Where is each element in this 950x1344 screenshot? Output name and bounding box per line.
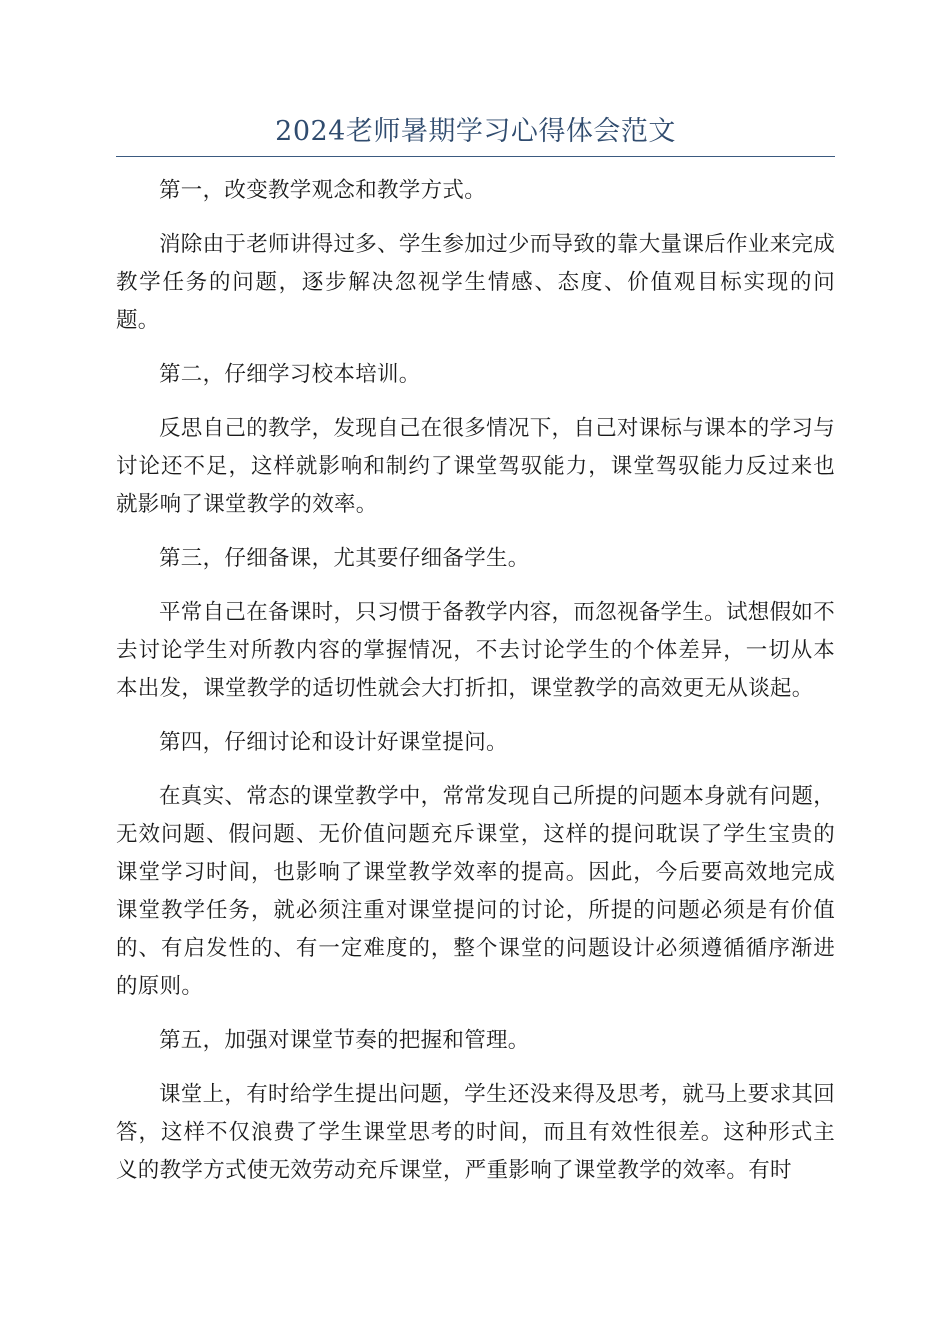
document-title: 2024老师暑期学习心得体会范文 xyxy=(275,116,676,147)
section-heading-2: 第二，仔细学习校本培训。 xyxy=(159,362,421,387)
section-heading-4: 第四，仔细讨论和设计好课堂提问。 xyxy=(159,730,508,755)
document-body xyxy=(116,172,835,1206)
paragraph-5: 课堂上，有时给学生提出问题，学生还没来得及思考，就马上要求其回答，这样不仅浪费了学生课堂思考的时间，而且有效性很差。这种形式主义的教学方式使无效劳动充斥课堂，严重影响了课堂教学的效率。有时 xyxy=(116,1082,835,1183)
paragraph-4: 在真实、常态的课堂教学中，常常发现自己所提的问题本身就有问题，无效问题、假问题、无价值问题充斥课堂，这样的提问耽误了学生宝贵的课堂学习时间，也影响了课堂教学效率的提高。因此，今后要高效地完成课堂教学任务，就必须注重对课堂提问的讨论，所提的问题必须是有价值的、有启发性的、有一定难度的，整个课堂的问题设计必须遵循循序渐进的原则。 xyxy=(116,784,835,999)
section-heading-3: 第三，仔细备课，尤其要仔细备学生。 xyxy=(159,546,530,571)
section-heading-5: 第五，加强对课堂节奏的把握和管理。 xyxy=(159,1028,530,1053)
paragraph-1: 消除由于老师讲得过多、学生参加过少而导致的靠大量课后作业来完成教学任务的问题，逐步解决忽视学生情感、态度、价值观目标实现的问题。 xyxy=(116,232,835,333)
paragraph-2: 反思自己的教学，发现自己在很多情况下，自己对课标与课本的学习与讨论还不足，这样就影响和制约了课堂驾驭能力，课堂驾驭能力反过来也就影响了课堂教学的效率。 xyxy=(116,416,835,517)
title-block xyxy=(116,112,835,157)
paragraph-3: 平常自己在备课时，只习惯于备教学内容，而忽视备学生。试想假如不去讨论学生对所教内容的掌握情况，不去讨论学生的个体差异，一切从本本出发，课堂教学的适切性就会大打折扣，课堂教学的高效更无从谈起。 xyxy=(116,600,835,701)
section-heading-1: 第一，改变教学观念和教学方式。 xyxy=(159,178,487,203)
